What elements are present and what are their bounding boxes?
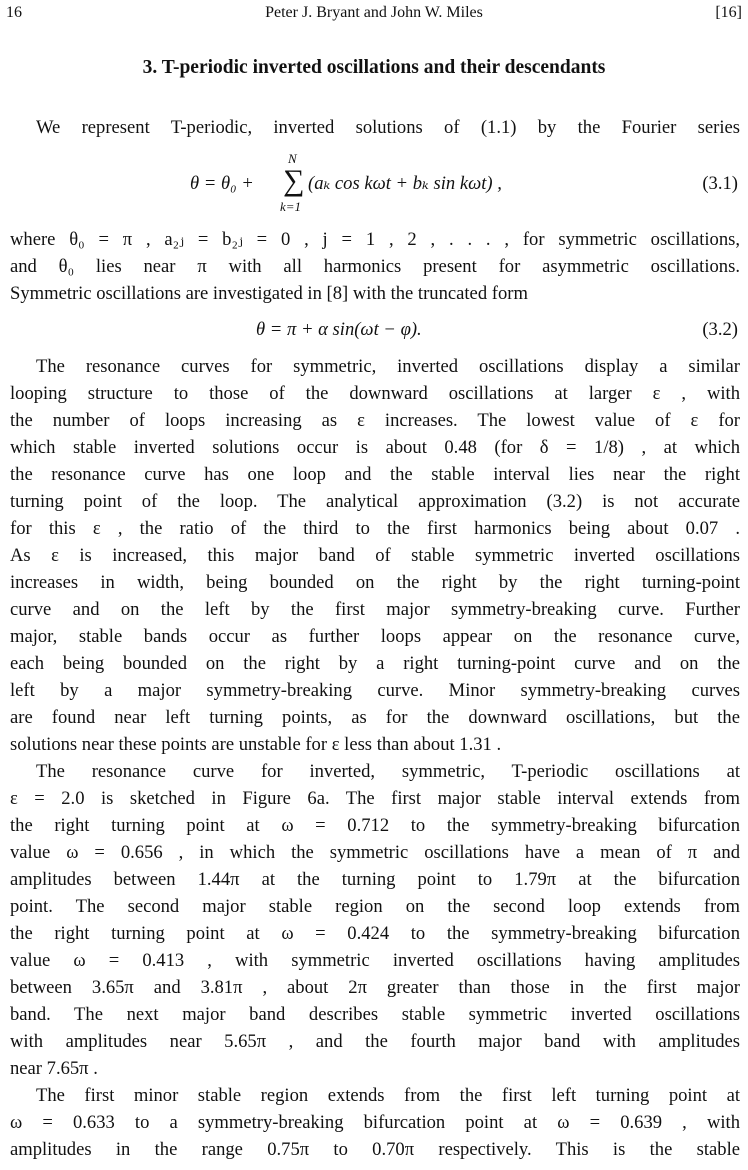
text-line: band. The next major band describes stable symmetric inverted oscillations <box>10 1004 740 1025</box>
equation-number: (3.2) <box>702 319 738 340</box>
page-number: 16 <box>6 4 22 21</box>
text-line: The first minor stable region extends from the first left turning point at <box>36 1085 740 1106</box>
sum-upper-limit: N <box>288 151 297 166</box>
text-line: increases in width, being bounded on the right by the right turning-point <box>10 572 740 593</box>
equation-rhs: (aₖ cos kωt + bₖ sin kωt) , <box>308 173 502 194</box>
text-line: point. The second major stable region on the second loop extends from <box>10 896 740 917</box>
equation-number: (3.1) <box>702 173 738 194</box>
text-line: ε = 2.0 is sketched in Figure 6a. The first major stable interval extends from <box>10 788 740 809</box>
text-line: amplitudes between 1.44π at the turning point to 1.79π at the bifurcation <box>10 869 740 890</box>
text-line: The resonance curve for inverted, symmetric, T-periodic oscillations at <box>36 761 740 782</box>
text-line: the right turning point at ω = 0.424 to the symmetry-breaking bifurcation <box>10 923 740 944</box>
text-line: for this ε , the ratio of the third to the first harmonics being about 0.07 . <box>10 518 740 539</box>
text-line: The resonance curves for symmetric, inverted oscillations display a similar <box>36 356 740 377</box>
equation-body: θ = π + α sin(ωt − φ). <box>256 319 422 340</box>
text-line: ω = 0.633 to a symmetry-breaking bifurcation point at ω = 0.639 , with <box>10 1112 740 1133</box>
text-line: value ω = 0.656 , in which the symmetric oscillations have a mean of π and <box>10 842 740 863</box>
text-line: the right turning point at ω = 0.712 to the symmetry-breaking bifurcation <box>10 815 740 836</box>
text-line: left by a major symmetry-breaking curve. Minor symmetry-breaking curves <box>10 680 740 701</box>
text-line: between 3.65π and 3.81π , about 2π greater than those in the first major <box>10 977 740 998</box>
equation-3-1 <box>0 151 748 230</box>
equation-lhs: θ = θ₀ + <box>190 173 254 194</box>
text-line: where θ₀ = π , a₂ⱼ = b₂ⱼ = 0 , j = 1 , 2 , . . . , for symmetric oscillations, <box>10 229 740 250</box>
text-line: are found near left turning points, as for the downward oscillations, but the <box>10 707 740 728</box>
sum-lower-limit: k=1 <box>280 199 302 214</box>
text-line: looping structure to those of the downward oscillations at larger ε , with <box>10 383 740 404</box>
text-line: Symmetric oscillations are investigated in [8] with the truncated form <box>10 283 528 304</box>
text-line: As ε is increased, this major band of stable symmetric inverted oscillations <box>10 545 740 566</box>
section-heading: 3. T-periodic inverted oscillations and their descendants <box>142 57 606 78</box>
text-line: and θ₀ lies near π with all harmonics present for asymmetric oscillations. <box>10 256 740 277</box>
text-line: with amplitudes near 5.65π , and the fourth major band with amplitudes <box>10 1031 740 1052</box>
text-line: turning point of the loop. The analytical approximation (3.2) is not accurate <box>10 491 740 512</box>
text-line: the resonance curve has one loop and the stable interval lies near the right <box>10 464 740 485</box>
equation-3-2 <box>0 316 748 343</box>
text-line: curve and on the left by the first major symmetry-breaking curve. Further <box>10 599 740 620</box>
text-line: value ω = 0.413 , with symmetric inverted oscillations having amplitudes <box>10 950 740 971</box>
running-head-ref: [16] <box>715 4 742 21</box>
text-line: We represent T-periodic, inverted solutions of (1.1) by the Fourier series <box>36 117 740 138</box>
text-line: each being bounded on the right by a right turning-point curve and on the <box>10 653 740 674</box>
text-line: which stable inverted solutions occur is about 0.48 (for δ = 1/8) , at which <box>10 437 740 458</box>
text-line: the number of loops increasing as ε increases. The lowest value of ε for <box>10 410 740 431</box>
text-line: solutions near these points are unstable for ε less than about 1.31 . <box>10 734 502 755</box>
text-line: major, stable bands occur as further loops appear on the resonance curve, <box>10 626 740 647</box>
summation-symbol: ∑ <box>283 164 305 197</box>
running-head-authors: Peter J. Bryant and John W. Miles <box>265 4 483 21</box>
text-line: near 7.65π . <box>10 1058 98 1079</box>
text-line: amplitudes in the range 0.75π to 0.70π respectively. This is the stable <box>10 1139 740 1160</box>
